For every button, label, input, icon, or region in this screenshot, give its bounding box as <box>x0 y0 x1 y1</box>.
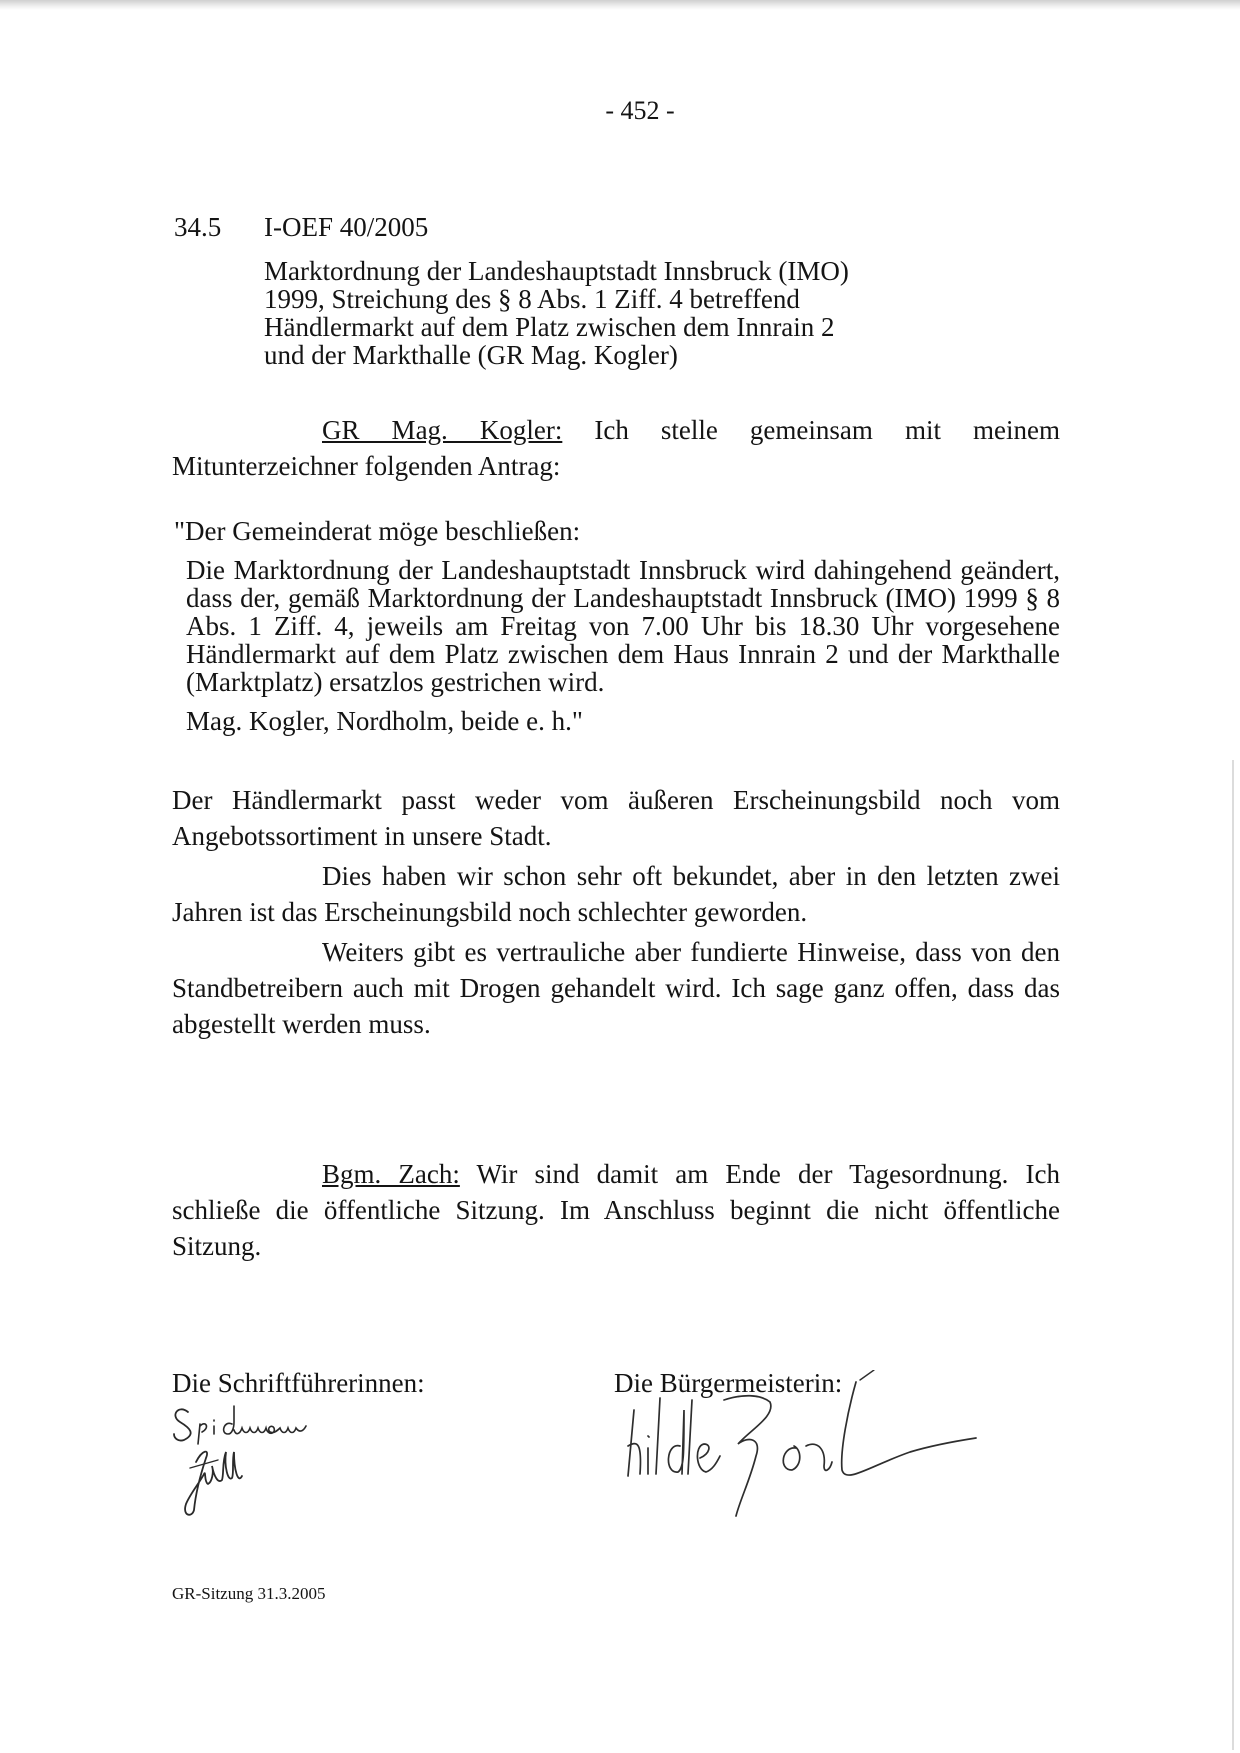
statement-paragraph-2: Dies haben wir schon sehr oft bekundet, aber in den letzten zwei Jahren ist das Erscheinungsbild noch schlechter geworden. <box>172 861 1060 927</box>
signature-mayor <box>620 1370 980 1520</box>
scan-edge-top <box>0 0 1240 10</box>
statement-paragraph-1: Der Händlermarkt passt weder vom äußeren Erscheinungsbild noch vom Angebotssortiment in unsere Stadt. <box>172 785 1060 851</box>
footer-session-date: GR-Sitzung 31.3.2005 <box>172 1584 326 1603</box>
statement-paragraph-3: Weiters gibt es vertrauliche aber fundierte Hinweise, dass von den Standbetreibern auch mit Drogen gehandelt wird. Ich sage ganz offen, dass das abgestellt werden muss. <box>172 937 1060 1039</box>
secretaries-label: Die Schriftführerinnen: <box>172 1368 425 1398</box>
closing-text: Wir sind damit am Ende der Tagesordnung. Ich schließe die öffentliche Sitzung. Im Anschluss beginnt die nicht öffentliche Sitzung. <box>172 1159 1060 1261</box>
closing-statement <box>172 1156 1060 1264</box>
motion-intro <box>172 412 1060 484</box>
agenda-item-number: 34.5 <box>174 212 222 242</box>
agenda-item-reference: I-OEF 40/2005 <box>264 212 429 242</box>
quote-body: Die Marktordnung der Landeshauptstadt Innsbruck wird dahingehend geändert, dass der, gemäß Marktordnung der Landeshauptstadt Innsbruck (IMO) 1999 § 8 Abs. 1 Ziff. 4, jeweils am Freitag von 7.00 Uhr bis 18.30 Uhr vorgesehene Händlermarkt auf dem Platz zwischen dem Haus Innrain 2 und der Markthalle (Marktplatz) ersatzlos gestrichen wird. <box>186 555 1060 697</box>
speaker-name: GR Mag. Kogler: <box>322 415 563 445</box>
page-number: - 452 - <box>605 96 675 125</box>
signature-spielmann <box>170 1400 380 1520</box>
mayor-label: Die Bürgermeisterin: <box>614 1368 843 1398</box>
scan-edge-right <box>1232 760 1234 1750</box>
speaker-name: Bgm. Zach: <box>322 1159 460 1189</box>
quote-opening: "Der Gemeinderat möge beschließen: <box>174 516 581 546</box>
motion-intro-text: Ich stelle gemeinsam mit meinem Mitunterzeichner folgenden Antrag: <box>172 415 1060 481</box>
agenda-item-title: Marktordnung der Landeshauptstadt Innsbruck (IMO) 1999, Streichung des § 8 Abs. 1 Ziff. 4 betreffend Händlermarkt auf dem Platz zwischen dem Innrain 2 und der Markthalle (GR Mag. Kogler) <box>264 256 849 370</box>
quote-signatories: Mag. Kogler, Nordholm, beide e. h." <box>186 706 583 736</box>
